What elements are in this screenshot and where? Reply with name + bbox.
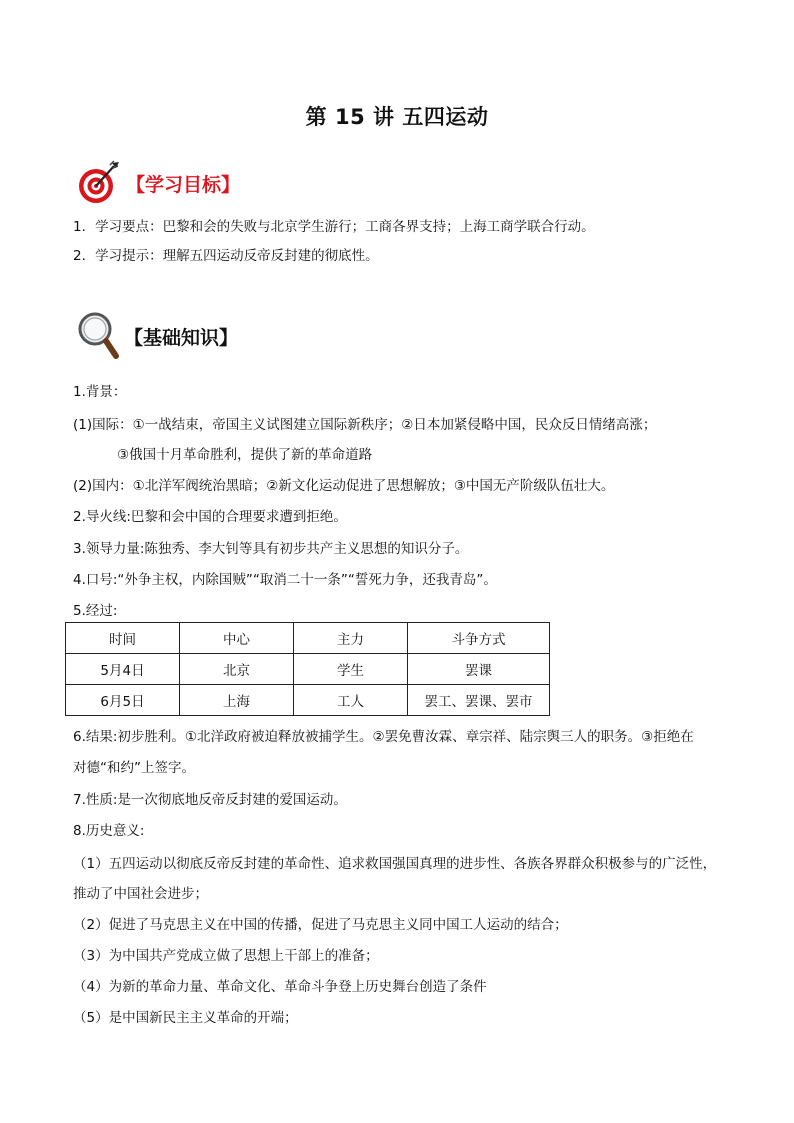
process-table (65, 622, 550, 716)
background-label: 1.背景： (73, 384, 127, 400)
table-cell: 罢工、罢课、罢市 (408, 685, 550, 716)
significance-1b: 推动了中国社会进步； (73, 886, 208, 902)
significance-4: （4）为新的革命力量、革命文化、革命斗争登上历史舞台创造了条件 (73, 979, 487, 995)
table-cell: 学生 (294, 654, 408, 685)
leaders-line: 3.领导力量:陈独秀、李大钊等具有初步共产主义思想的知识分子。 (73, 541, 469, 557)
significance-5: （5）是中国新民主主义革命的开端； (73, 1010, 298, 1026)
page-title: 第 15 讲 五四运动 (305, 105, 489, 129)
basics-heading-label: 【基础知识】 (124, 326, 239, 349)
nature-line: 7.性质:是一次彻底地反帝反封建的爱国运动。 (73, 792, 347, 808)
fuse-line: 2.导火线:巴黎和会中国的合理要求遭到拒绝。 (73, 509, 347, 525)
table-cell: 5月4日 (66, 654, 180, 685)
table-header-row (66, 623, 550, 654)
goal-item-1: 1．学习要点：巴黎和会的失败与北京学生游行；工商各界支持；上海工商学联合行动。 (73, 219, 595, 235)
significance-3: （3）为中国共产党成立做了思想上干部上的准备； (73, 948, 379, 964)
result-line-2: 对德“和约”上签字。 (73, 760, 195, 776)
goal-item-2: 2．学习提示：理解五四运动反帝反封建的彻底性。 (73, 248, 379, 264)
goals-heading-label: 【学习目标】 (126, 173, 241, 196)
table-header-cell: 斗争方式 (408, 623, 550, 654)
background-international-2: ③俄国十月革命胜利，提供了新的革命道路 (117, 447, 373, 463)
target-icon (74, 160, 124, 206)
slogans-line: 4.口号:“外争主权，内除国贼”“取消二十一条”“誓死力争，还我青岛”。 (73, 572, 497, 588)
background-domestic: (2)国内：①北洋军阀统治黑暗；②新文化运动促进了思想解放；③中国无产阶级队伍壮大。 (73, 478, 615, 494)
table-cell: 6月5日 (66, 685, 180, 716)
significance-2: （2）促进了马克思主义在中国的传播，促进了马克思主义同中国工人运动的结合； (73, 917, 568, 933)
basics-heading (76, 310, 238, 362)
goals-heading (74, 160, 240, 206)
table-cell: 罢课 (408, 654, 550, 685)
table-row (66, 685, 550, 716)
background-international-1: (1)国际：①一战结束，帝国主义试图建立国际新秩序；②日本加紧侵略中国，民众反日情绪高涨； (73, 417, 657, 433)
table-row (66, 654, 550, 685)
significance-label: 8.历史意义: (73, 823, 145, 839)
table-header-cell: 主力 (294, 623, 408, 654)
table-cell: 北京 (180, 654, 294, 685)
table-header-cell: 时间 (66, 623, 180, 654)
significance-1a: （1）五四运动以彻底反帝反封建的革命性、追求救国强国真理的进步性、各族各界群众积极参与的广泛性， (73, 856, 717, 872)
magnifier-icon (76, 310, 122, 362)
process-label: 5.经过: (73, 603, 118, 619)
table-header-cell: 中心 (180, 623, 294, 654)
result-line-1: 6.结果:初步胜利。①北洋政府被迫释放被捕学生。②罢免曹汝霖、章宗祥、陆宗舆三人的职务。③拒绝在 (73, 729, 694, 745)
table-cell: 上海 (180, 685, 294, 716)
table-cell: 工人 (294, 685, 408, 716)
